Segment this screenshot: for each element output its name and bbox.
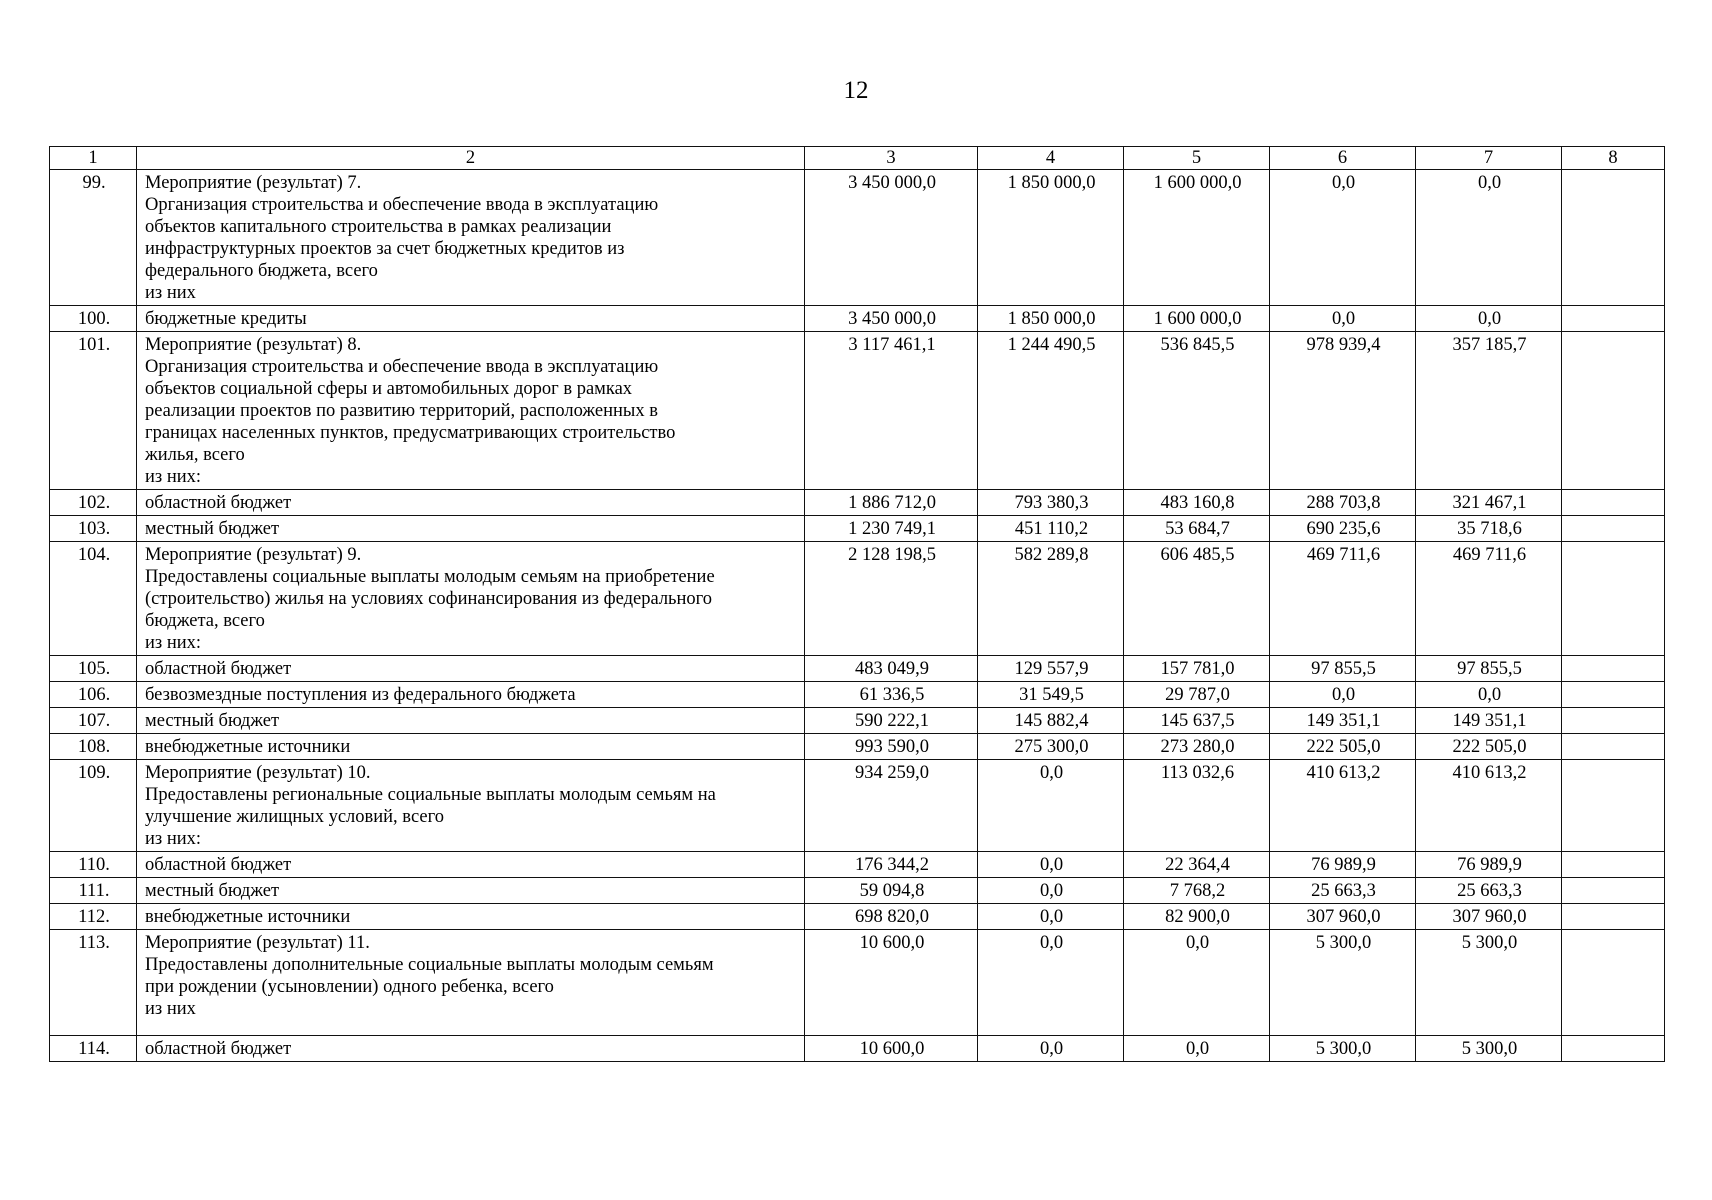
- value-col-8: [1562, 904, 1665, 930]
- value-col-6: 307 960,0: [1270, 904, 1416, 930]
- description-line: федерального бюджета, всего: [145, 261, 378, 281]
- value-col-7: 357 185,7: [1416, 332, 1562, 490]
- value-col-5: 22 364,4: [1124, 852, 1270, 878]
- value-col-6: 97 855,5: [1270, 656, 1416, 682]
- value-col-3: 10 600,0: [805, 1036, 978, 1062]
- table-row: [50, 1036, 1665, 1062]
- value-col-5: 53 684,7: [1124, 516, 1270, 542]
- table-row: [50, 656, 1665, 682]
- description-line: жилья, всего: [145, 445, 245, 465]
- value-col-5: 113 032,6: [1124, 760, 1270, 852]
- table-row: [50, 306, 1665, 332]
- value-col-3: 3 450 000,0: [805, 306, 978, 332]
- header-col-8: 8: [1562, 147, 1665, 170]
- row-description: [137, 656, 805, 682]
- description-line: Предоставлены региональные социальные выплаты молодым семьям на: [145, 785, 716, 805]
- row-number: 114.: [50, 1036, 137, 1062]
- value-col-3: 61 336,5: [805, 682, 978, 708]
- description-line: Мероприятие (результат) 8.: [145, 335, 362, 355]
- table-header: [50, 147, 1665, 170]
- value-col-4: 1 850 000,0: [978, 170, 1124, 306]
- value-col-8: [1562, 878, 1665, 904]
- header-col-1: 1: [50, 147, 137, 170]
- value-col-4: 0,0: [978, 878, 1124, 904]
- value-col-4: 0,0: [978, 760, 1124, 852]
- value-col-7: 222 505,0: [1416, 734, 1562, 760]
- value-col-7: 0,0: [1416, 170, 1562, 306]
- page-number: 12: [843, 77, 869, 104]
- value-col-3: 993 590,0: [805, 734, 978, 760]
- value-col-8: [1562, 708, 1665, 734]
- value-col-5: 1 600 000,0: [1124, 170, 1270, 306]
- value-col-4: 451 110,2: [978, 516, 1124, 542]
- value-col-4: 0,0: [978, 930, 1124, 1036]
- description-line: из них: [145, 283, 196, 303]
- description-line: местный бюджет: [145, 519, 280, 539]
- value-col-5: 536 845,5: [1124, 332, 1270, 490]
- value-col-7: 25 663,3: [1416, 878, 1562, 904]
- description-line: Мероприятие (результат) 7.: [145, 173, 362, 193]
- value-col-4: 31 549,5: [978, 682, 1124, 708]
- value-col-5: 1 600 000,0: [1124, 306, 1270, 332]
- row-number: 112.: [50, 904, 137, 930]
- value-col-8: [1562, 516, 1665, 542]
- value-col-3: 698 820,0: [805, 904, 978, 930]
- value-col-6: 978 939,4: [1270, 332, 1416, 490]
- value-col-3: 3 450 000,0: [805, 170, 978, 306]
- row-description: [137, 516, 805, 542]
- value-col-3: 3 117 461,1: [805, 332, 978, 490]
- row-description: [137, 734, 805, 760]
- value-col-5: 606 485,5: [1124, 542, 1270, 656]
- description-line: из них: [145, 999, 196, 1019]
- value-col-7: 469 711,6: [1416, 542, 1562, 656]
- table-row: [50, 542, 1665, 656]
- description-line: Организация строительства и обеспечение ввода в эксплуатацию: [145, 357, 659, 377]
- table-row: [50, 878, 1665, 904]
- value-col-4: 0,0: [978, 904, 1124, 930]
- budget-table: [49, 146, 1665, 1062]
- value-col-3: 2 128 198,5: [805, 542, 978, 656]
- description-line: объектов капитального строительства в рамках реализации: [145, 217, 612, 237]
- table-row: [50, 708, 1665, 734]
- row-description: [137, 1036, 805, 1062]
- value-col-6: 469 711,6: [1270, 542, 1416, 656]
- value-col-6: 5 300,0: [1270, 1036, 1416, 1062]
- value-col-7: 149 351,1: [1416, 708, 1562, 734]
- description-line: Предоставлены социальные выплаты молодым семьям на приобретение: [145, 567, 715, 587]
- value-col-5: 7 768,2: [1124, 878, 1270, 904]
- description-line: Предоставлены дополнительные социальные выплаты молодым семьям: [145, 955, 714, 975]
- value-col-3: 483 049,9: [805, 656, 978, 682]
- description-line: областной бюджет: [145, 855, 292, 875]
- value-col-8: [1562, 306, 1665, 332]
- description-line: при рождении (усыновлении) одного ребенка, всего: [145, 977, 554, 997]
- value-col-4: 129 557,9: [978, 656, 1124, 682]
- value-col-8: [1562, 930, 1665, 1036]
- description-line: Мероприятие (результат) 11.: [145, 933, 370, 953]
- value-col-4: 275 300,0: [978, 734, 1124, 760]
- value-col-8: [1562, 682, 1665, 708]
- description-line: местный бюджет: [145, 711, 280, 731]
- value-col-8: [1562, 490, 1665, 516]
- row-number: 102.: [50, 490, 137, 516]
- value-col-8: [1562, 734, 1665, 760]
- value-col-5: 145 637,5: [1124, 708, 1270, 734]
- value-col-3: 1 230 749,1: [805, 516, 978, 542]
- value-col-7: 0,0: [1416, 306, 1562, 332]
- description-line: внебюджетные источники: [145, 737, 351, 757]
- value-col-3: 590 222,1: [805, 708, 978, 734]
- description-line: бюджета, всего: [145, 611, 265, 631]
- row-description: [137, 760, 805, 852]
- row-description: [137, 852, 805, 878]
- row-description: [137, 542, 805, 656]
- row-number: 105.: [50, 656, 137, 682]
- value-col-7: 5 300,0: [1416, 1036, 1562, 1062]
- value-col-5: 29 787,0: [1124, 682, 1270, 708]
- value-col-4: 145 882,4: [978, 708, 1124, 734]
- header-col-2: 2: [137, 147, 805, 170]
- value-col-5: 0,0: [1124, 1036, 1270, 1062]
- table-row: [50, 904, 1665, 930]
- row-description: [137, 490, 805, 516]
- value-col-6: 690 235,6: [1270, 516, 1416, 542]
- row-number: 104.: [50, 542, 137, 656]
- value-col-5: 157 781,0: [1124, 656, 1270, 682]
- row-number: 106.: [50, 682, 137, 708]
- row-number: 100.: [50, 306, 137, 332]
- value-col-3: 1 886 712,0: [805, 490, 978, 516]
- value-col-7: 97 855,5: [1416, 656, 1562, 682]
- value-col-7: 0,0: [1416, 682, 1562, 708]
- header-col-6: 6: [1270, 147, 1416, 170]
- table-row: [50, 516, 1665, 542]
- header-col-3: 3: [805, 147, 978, 170]
- value-col-6: 0,0: [1270, 682, 1416, 708]
- row-description: [137, 930, 805, 1036]
- description-line: местный бюджет: [145, 881, 280, 901]
- value-col-8: [1562, 852, 1665, 878]
- value-col-7: 76 989,9: [1416, 852, 1562, 878]
- value-col-7: 307 960,0: [1416, 904, 1562, 930]
- table-row: [50, 490, 1665, 516]
- table-body: [50, 170, 1665, 1062]
- value-col-6: 149 351,1: [1270, 708, 1416, 734]
- header-col-5: 5: [1124, 147, 1270, 170]
- value-col-3: 10 600,0: [805, 930, 978, 1036]
- value-col-5: 82 900,0: [1124, 904, 1270, 930]
- description-line: объектов социальной сферы и автомобильных дорог в рамках: [145, 379, 633, 399]
- value-col-7: 410 613,2: [1416, 760, 1562, 852]
- description-line: бюджетные кредиты: [145, 309, 307, 329]
- value-col-7: 321 467,1: [1416, 490, 1562, 516]
- row-number: 101.: [50, 332, 137, 490]
- description-line: инфраструктурных проектов за счет бюджетных кредитов из: [145, 239, 625, 259]
- description-line: внебюджетные источники: [145, 907, 351, 927]
- description-line: из них:: [145, 829, 202, 849]
- table-row: [50, 930, 1665, 1036]
- row-description: [137, 682, 805, 708]
- value-col-6: 0,0: [1270, 306, 1416, 332]
- value-col-6: 0,0: [1270, 170, 1416, 306]
- value-col-6: 25 663,3: [1270, 878, 1416, 904]
- row-description: [137, 170, 805, 306]
- value-col-8: [1562, 332, 1665, 490]
- value-col-6: 222 505,0: [1270, 734, 1416, 760]
- value-col-4: 1 244 490,5: [978, 332, 1124, 490]
- value-col-5: 273 280,0: [1124, 734, 1270, 760]
- row-number: 109.: [50, 760, 137, 852]
- value-col-3: 934 259,0: [805, 760, 978, 852]
- description-line: улучшение жилищных условий, всего: [145, 807, 444, 827]
- value-col-6: 5 300,0: [1270, 930, 1416, 1036]
- value-col-7: 35 718,6: [1416, 516, 1562, 542]
- value-col-7: 5 300,0: [1416, 930, 1562, 1036]
- value-col-3: 59 094,8: [805, 878, 978, 904]
- row-description: [137, 878, 805, 904]
- value-col-8: [1562, 542, 1665, 656]
- table-row: [50, 170, 1665, 306]
- table-row: [50, 332, 1665, 490]
- row-number: 111.: [50, 878, 137, 904]
- description-line: из них:: [145, 467, 202, 487]
- value-col-8: [1562, 760, 1665, 852]
- row-number: 103.: [50, 516, 137, 542]
- description-line: Организация строительства и обеспечение ввода в эксплуатацию: [145, 195, 659, 215]
- value-col-4: 793 380,3: [978, 490, 1124, 516]
- value-col-5: 0,0: [1124, 930, 1270, 1036]
- value-col-4: 582 289,8: [978, 542, 1124, 656]
- description-line: безвозмездные поступления из федерального бюджета: [145, 685, 576, 705]
- header-row: [50, 147, 1665, 170]
- row-description: [137, 306, 805, 332]
- row-number: 110.: [50, 852, 137, 878]
- description-line: реализации проектов по развитию территорий, расположенных в: [145, 401, 658, 421]
- value-col-6: 288 703,8: [1270, 490, 1416, 516]
- description-line: Мероприятие (результат) 10.: [145, 763, 371, 783]
- table-row: [50, 760, 1665, 852]
- value-col-8: [1562, 1036, 1665, 1062]
- value-col-6: 410 613,2: [1270, 760, 1416, 852]
- table-row: [50, 734, 1665, 760]
- description-line: областной бюджет: [145, 493, 292, 513]
- value-col-4: 1 850 000,0: [978, 306, 1124, 332]
- row-number: 107.: [50, 708, 137, 734]
- row-number: 99.: [50, 170, 137, 306]
- description-line: из них:: [145, 633, 202, 653]
- value-col-6: 76 989,9: [1270, 852, 1416, 878]
- description-line: границах населенных пунктов, предусматривающих строительство: [145, 423, 676, 443]
- value-col-4: 0,0: [978, 852, 1124, 878]
- row-description: [137, 332, 805, 490]
- description-line: областной бюджет: [145, 1039, 292, 1059]
- header-col-4: 4: [978, 147, 1124, 170]
- table-row: [50, 852, 1665, 878]
- header-col-7: 7: [1416, 147, 1562, 170]
- value-col-8: [1562, 170, 1665, 306]
- row-description: [137, 904, 805, 930]
- description-line: областной бюджет: [145, 659, 292, 679]
- value-col-8: [1562, 656, 1665, 682]
- row-number: 108.: [50, 734, 137, 760]
- table-row: [50, 682, 1665, 708]
- value-col-5: 483 160,8: [1124, 490, 1270, 516]
- row-description: [137, 708, 805, 734]
- value-col-4: 0,0: [978, 1036, 1124, 1062]
- description-line: Мероприятие (результат) 9.: [145, 545, 362, 565]
- description-line: (строительство) жилья на условиях софинансирования из федерального: [145, 589, 713, 609]
- row-number: 113.: [50, 930, 137, 1036]
- value-col-3: 176 344,2: [805, 852, 978, 878]
